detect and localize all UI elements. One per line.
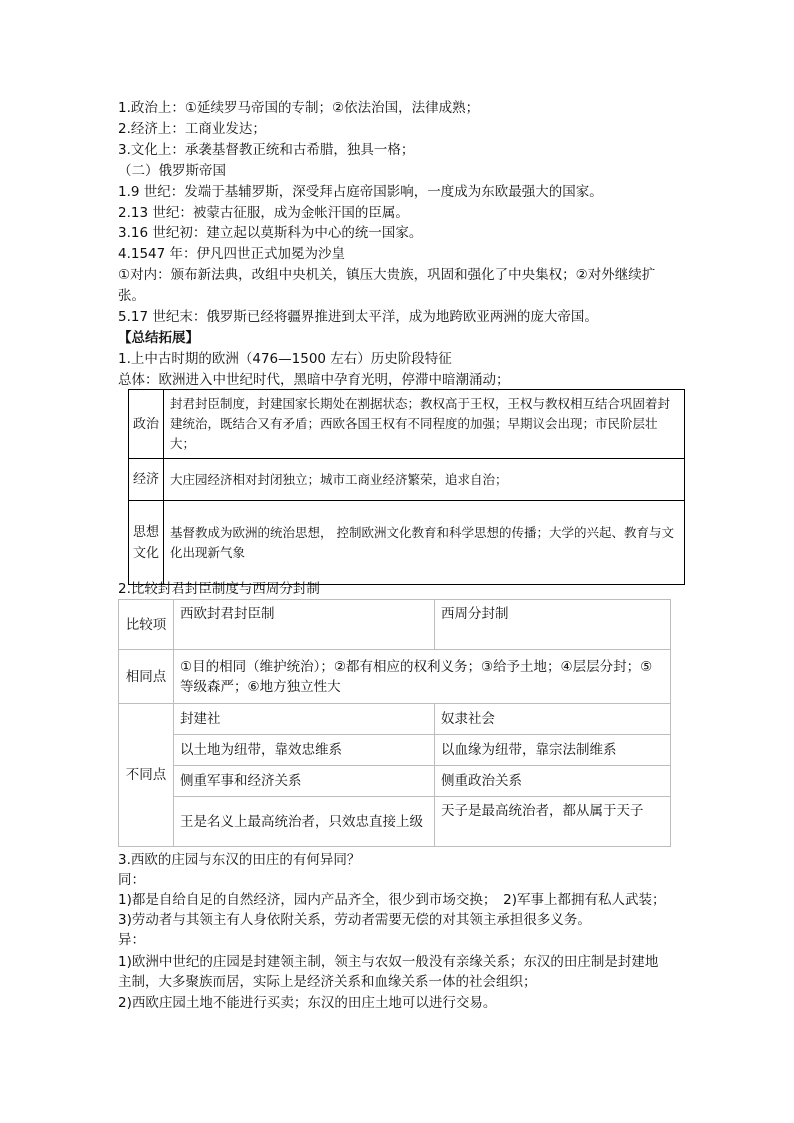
row-header: 思想文化 <box>129 501 164 585</box>
table-cell: 王是名义上最高统治者，只效忠直接上级 <box>174 797 435 847</box>
text-line: 1.9 世纪：发端于基辅罗斯，深受拜占庭帝国影响，一度成为东欧最强大的国家。 <box>118 184 603 200</box>
text-line: 2)西欧庄园土地不能进行买卖；东汉的田庄土地可以进行交易。 <box>118 995 497 1011</box>
text-line: 5.17 世纪末：俄罗斯已经将疆界推进到太平洋，成为地跨欧亚两洲的庞大帝国。 <box>118 309 598 325</box>
text-line: 同： <box>118 872 145 888</box>
row-header: 相同点 <box>119 650 174 704</box>
table-cell: ①目的相同（维护统治）；②都有相应的权利义务；③给予土地；④层层分封；⑤等级森严；⑥地方独立性大 <box>174 650 671 704</box>
medieval-europe-features-table <box>128 389 685 585</box>
table-row <box>119 650 671 704</box>
table-row <box>119 797 671 847</box>
table-row <box>119 600 671 650</box>
text-line: 主制，大多聚族而居，实际上是经济关系和血缘关系一体的社会组织； <box>118 974 537 990</box>
row-header: 比较项 <box>119 600 174 650</box>
table-cell: 天子是最高统治者，都从属于天子 <box>435 797 671 847</box>
text-line: 异： <box>118 932 145 948</box>
text-line: 1)都是自给自足的自然经济，园内产品齐全，很少到市场交换； 2)军事上都拥有私人武装； <box>118 892 666 908</box>
table-cell: 封建社 <box>174 704 435 735</box>
text-line: 1)欧洲中世纪的庄园是封建领主制，领主与农奴一般没有亲缘关系；东汉的田庄制是封建地 <box>118 954 659 970</box>
subsection-title: 1.上中古时期的欧洲（476—1500 左右）历史阶段特征 <box>118 351 452 367</box>
table-cell: 侧重政治关系 <box>435 766 671 797</box>
section-heading: 【总结拓展】 <box>118 330 199 346</box>
text-line: （二）俄罗斯帝国 <box>118 163 226 179</box>
text-line: 3.文化上：承袭基督教正统和古希腊，独具一格； <box>118 142 415 158</box>
row-header: 经济 <box>129 459 164 501</box>
table-row <box>119 704 671 735</box>
table-cell: 奴隶社会 <box>435 704 671 735</box>
comparison-table <box>118 599 671 847</box>
text-line: 4.1547 年：伊凡四世正式加冕为沙皇 <box>118 246 346 262</box>
row-header: 政治 <box>129 390 164 459</box>
table-cell: 基督教成为欧洲的统治思想， 控制欧洲文化教育和科学思想的传播；大学的兴起、教育与文化出现新气象 <box>164 501 685 585</box>
table-row <box>119 766 671 797</box>
table-cell: 以土地为纽带，靠效忠维系 <box>174 735 435 766</box>
table-row <box>129 459 685 501</box>
table-cell: 以血缘为纽带，靠宗法制维系 <box>435 735 671 766</box>
row-header: 不同点 <box>119 704 174 847</box>
column-header: 西周分封制 <box>435 600 671 650</box>
table-cell: 封君封臣制度，封建国家长期处在割据状态；教权高于王权，王权与教权相互结合巩固着封建统治，既结合又有矛盾；西欧各国王权有不同程度的加强；早期议会出现；市民阶层壮大； <box>164 390 685 459</box>
subsection-title: 2.比较封君封臣制度与西周分封制 <box>118 581 320 597</box>
table-row <box>129 390 685 459</box>
text-line: 3)劳动者与其领主有人身依附关系，劳动者需要无偿的对其领主承担很多义务。 <box>118 912 591 928</box>
table-row <box>119 735 671 766</box>
text-line: 2.13 世纪：被蒙古征服，成为金帐汗国的臣属。 <box>118 205 409 221</box>
column-header: 西欧封君封臣制 <box>174 600 435 650</box>
text-line: 张。 <box>118 288 145 304</box>
text-line: ①对内：颁布新法典，改组中央机关，镇压大贵族，巩固和强化了中央集权；②对外继续扩 <box>118 267 656 283</box>
table-cell: 大庄园经济相对封闭独立；城市工商业经济繁荣，追求自治； <box>164 459 685 501</box>
table-cell: 侧重军事和经济关系 <box>174 766 435 797</box>
text-line: 总体：欧洲进入中世纪时代，黑暗中孕育光明，停滞中暗潮涌动； <box>118 372 510 388</box>
text-line: 1.政治上：①延续罗马帝国的专制；②依法治国，法律成熟； <box>118 100 480 116</box>
text-line: 3.16 世纪初：建立起以莫斯科为中心的统一国家。 <box>118 225 423 241</box>
text-line: 2.经济上：工商业发达； <box>118 121 266 137</box>
subsection-title: 3.西欧的庄园与东汉的田庄的有何异同？ <box>118 852 361 868</box>
table-row <box>129 501 685 585</box>
